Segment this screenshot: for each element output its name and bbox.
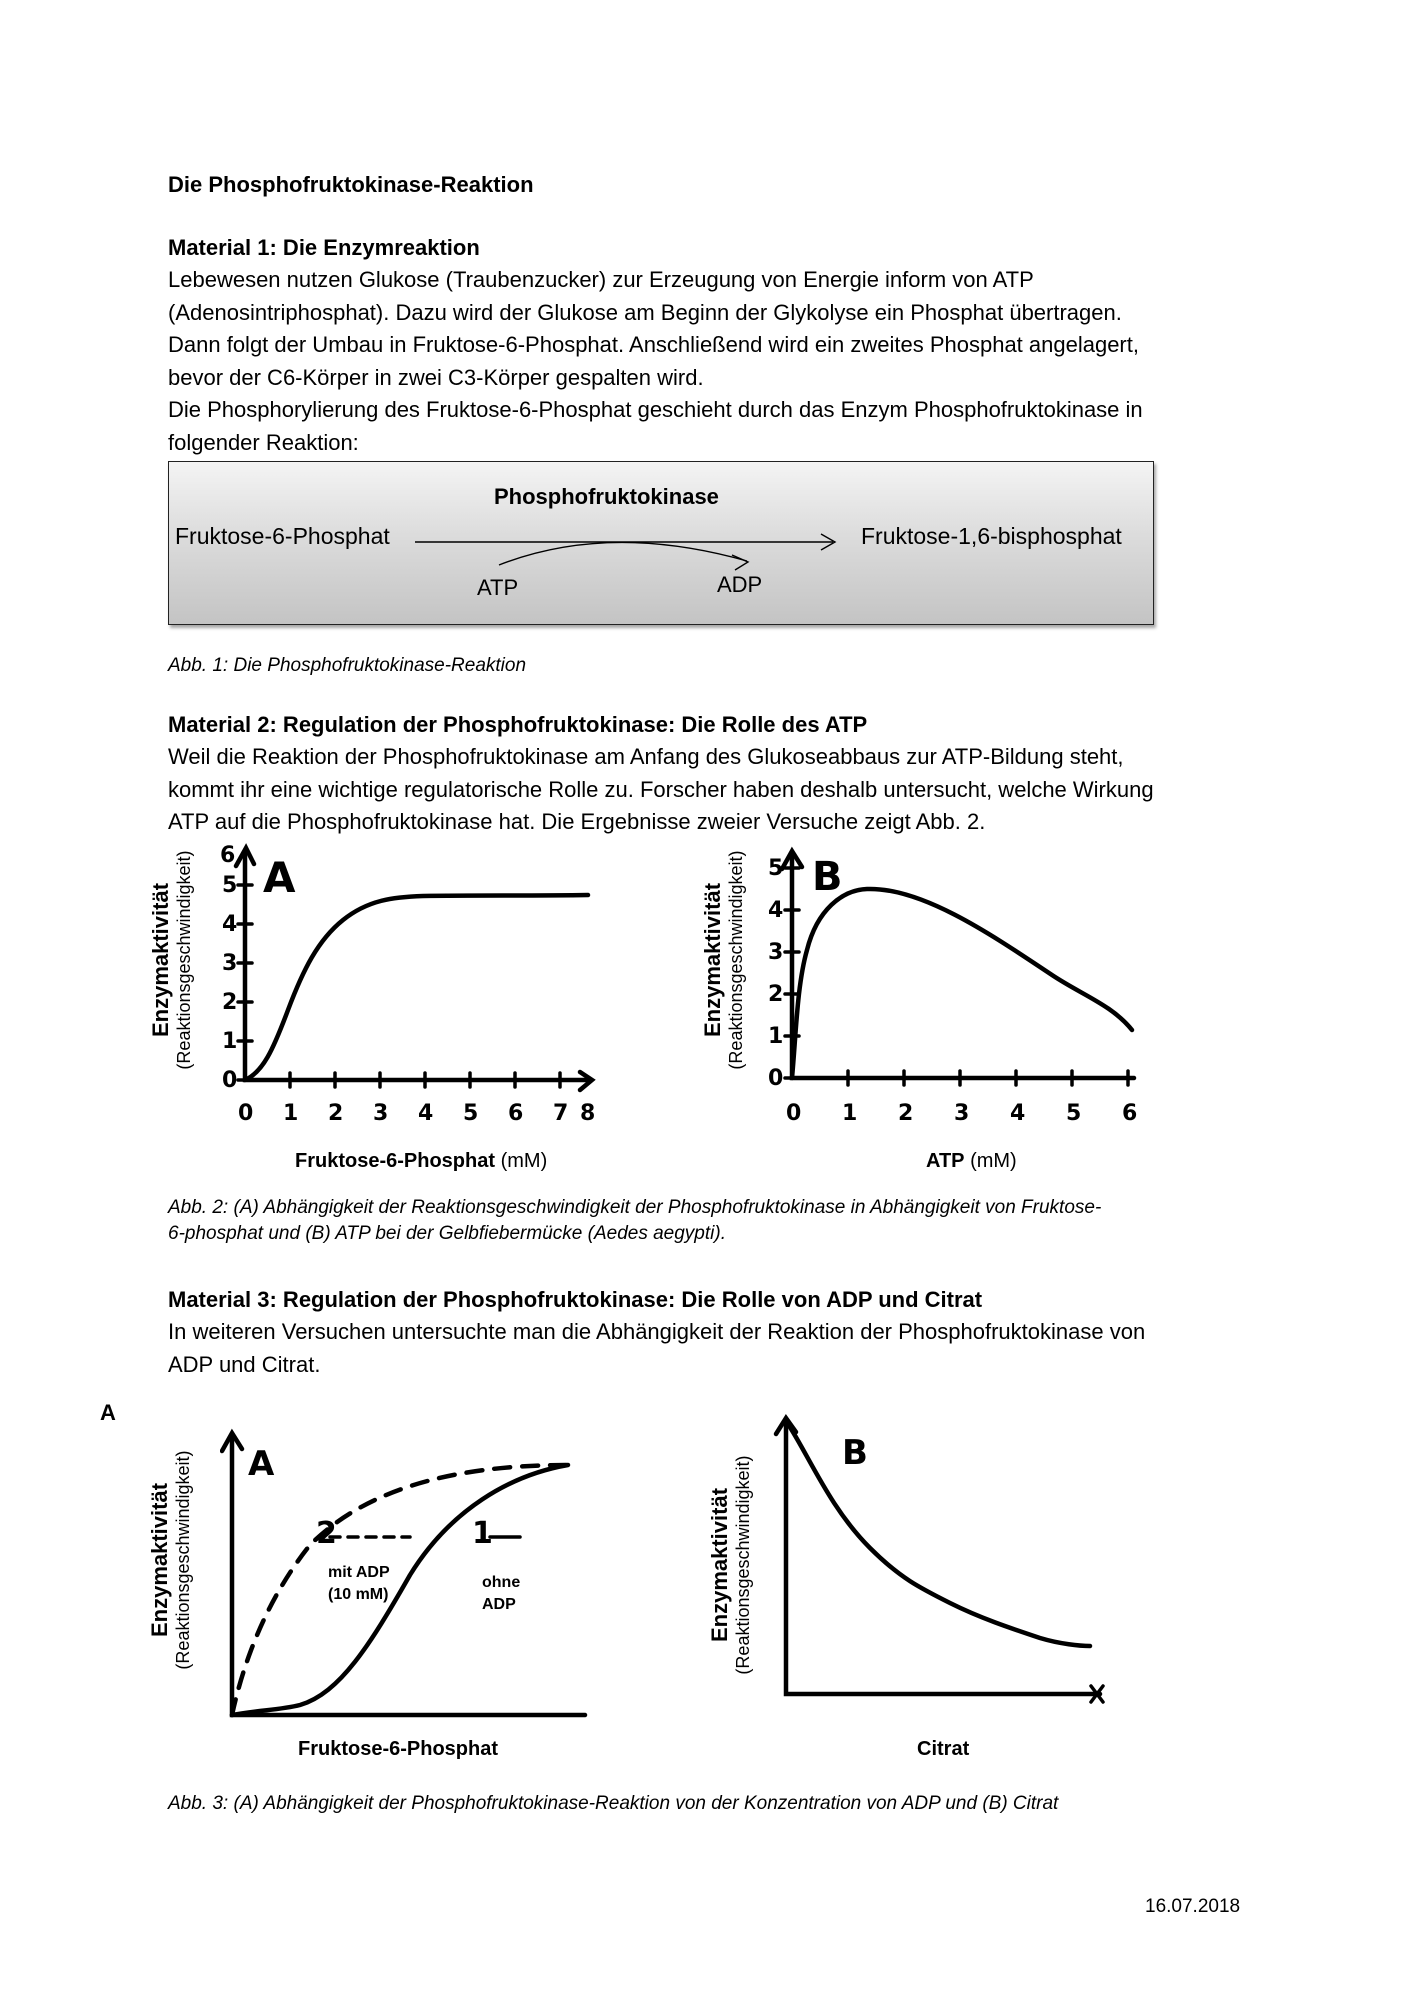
graph3b-ylabel-main: Enzymaktivität: [707, 1487, 732, 1643]
material3-paragraph: [168, 1316, 1298, 1381]
graph2a-panel-letter: A: [263, 853, 296, 902]
product-label: Fruktose-1,6-bisphosphat: [861, 523, 1122, 549]
graph2b-panel-letter: B: [812, 854, 843, 900]
figure2-caption-line: Abb. 2: (A) Abhängigkeit der Reaktionsgeschwindigkeit der Phosphofruktokinase in Abhängigkeit von Fruktose-: [168, 1197, 1102, 1218]
graph2b-xtick: 1: [842, 1101, 858, 1126]
graph2a-ytick: 3: [222, 951, 238, 976]
figure1-caption: Abb. 1: Die Phosphofruktokinase-Reaktion: [168, 655, 527, 676]
graph2a-ytick: 6: [220, 843, 236, 868]
graph2a: [218, 840, 603, 1135]
material1-line: bevor der C6-Körper in zwei C3-Körper gespalten wird.: [168, 364, 704, 390]
graph2b: [762, 845, 1147, 1135]
graph2b-ylabel-sub: (Reaktionsgeschwindigkeit): [726, 850, 746, 1070]
graph2b-curve: [792, 889, 1132, 1078]
material2-line: ATP auf die Phosphofruktokinase hat. Die Ergebnisse zweier Versuche zeigt Abb. 2.: [168, 809, 986, 834]
graph2a-ylabel-sub: (Reaktionsgeschwindigkeit): [174, 850, 194, 1070]
material2-line: Weil die Reaktion der Phosphofruktokinase am Anfang des Glukoseabbaus zur ATP-Bildung steht,: [168, 744, 1124, 769]
reaction-diagram: [168, 461, 1154, 625]
graph3b: [760, 1408, 1112, 1718]
graph3a-plot: [220, 1425, 588, 1730]
graph3b-ylabel-sub: (Reaktionsgeschwindigkeit): [733, 1455, 753, 1675]
figure2-caption: [168, 1195, 1308, 1247]
material3-heading: Material 3: Regulation der Phosphofruktokinase: Die Rolle von ADP und Citrat: [168, 1287, 983, 1312]
graph3a-curve1-label-line2: ADP: [482, 1596, 516, 1613]
material1-heading: Material 1: Die Enzymreaktion: [168, 235, 480, 260]
material2-line: kommt ihr eine wichtige regulatorische Rolle zu. Forscher haben deshalb untersucht, welche Wirkung: [168, 776, 1154, 802]
graph2b-ytick: 3: [768, 940, 784, 965]
graph2b-plot: [762, 845, 1147, 1135]
graph2a-xtick: 0: [238, 1101, 254, 1126]
page-title: Die Phosphofruktokinase-Reaktion: [168, 172, 534, 197]
graph2b-xtick: 0: [786, 1101, 802, 1126]
graph2a-curve: [245, 895, 588, 1080]
substrate-label: Fruktose-6-Phosphat: [175, 523, 390, 549]
graph2a-xlabel-unit: (mM): [495, 1150, 548, 1172]
atp-label: ATP: [477, 575, 519, 600]
graph3b-curve: [788, 1424, 1090, 1646]
graph3a-panel-letter: A: [248, 1444, 275, 1484]
material3-line: In weiteren Versuchen untersuchte man die Abhängigkeit der Reaktion der Phosphofruktokinase von: [168, 1319, 1146, 1344]
graph2b-ytick: 0: [768, 1066, 784, 1091]
material1-line: folgender Reaktion:: [168, 429, 359, 455]
graph2b-ytick: 2: [768, 982, 784, 1007]
graph3a-curve2-number: 2: [316, 1516, 337, 1551]
graph2b-xlabel-unit: (mM): [964, 1150, 1017, 1172]
graph2a-xtick: 8: [580, 1101, 596, 1126]
footer-date: 16.07.2018: [1145, 1896, 1241, 1917]
graph3a-ylabel: [147, 1395, 207, 1725]
graph3a-xlabel: Fruktose-6-Phosphat: [298, 1738, 499, 1760]
graph3a-ylabel-main: Enzymaktivität: [147, 1482, 172, 1638]
graph2b-ytick: 1: [768, 1024, 784, 1049]
material1-line: Dann folgt der Umbau in Fruktose-6-Phosphat. Anschließend wird ein zweites Phosphat angelagert,: [168, 332, 1139, 357]
graph2b-xlabel-main: ATP: [926, 1150, 965, 1172]
graph2a-xlabel: [295, 1150, 547, 1173]
graph2b-xtick: 2: [898, 1101, 914, 1126]
graph2a-axes: [245, 852, 590, 1080]
graph2a-ytick: 0: [222, 1068, 238, 1093]
graph2a-xtick: 1: [283, 1101, 299, 1126]
material1-line: Lebewesen nutzen Glukose (Traubenzucker) zur Erzeugung von Energie inform von ATP: [168, 267, 1034, 292]
graph2a-xtick: 5: [463, 1101, 479, 1126]
graph2a-xtick: 2: [328, 1101, 344, 1126]
graph2a-ytick: 4: [222, 912, 238, 937]
graph2a-xtick: 3: [373, 1101, 389, 1126]
margin-letter: A: [100, 1400, 116, 1425]
figure2-caption-line: 6-phosphat und (B) ATP bei der Gelbfiebermücke (Aedes aegypti).: [168, 1223, 726, 1244]
graph2a-ylabel: [148, 810, 208, 1110]
graph2b-ylabel-main: Enzymaktivität: [700, 882, 725, 1038]
graph3a-ylabel-sub: (Reaktionsgeschwindigkeit): [173, 1450, 193, 1670]
graph2a-ytick: 5: [222, 873, 238, 898]
material2-heading: Material 2: Regulation der Phosphofruktokinase: Die Rolle des ATP: [168, 712, 868, 737]
graph3b-ylabel: [707, 1400, 767, 1730]
graph2b-xtick: 5: [1066, 1101, 1082, 1126]
enzyme-label: Phosphofruktokinase: [494, 484, 719, 509]
graph2b-xlabel: [926, 1150, 1017, 1173]
graph2a-xtick: 4: [418, 1101, 434, 1126]
graph2a-ytick: 1: [222, 1029, 238, 1054]
graph2a-xtick: 7: [553, 1101, 569, 1126]
graph3a: [220, 1425, 588, 1730]
graph2a-ylabel-main: Enzymaktivität: [148, 882, 173, 1038]
graph3b-xlabel: Citrat: [917, 1738, 970, 1760]
reaction-arrows: [169, 462, 1155, 626]
adp-label: ADP: [717, 572, 763, 597]
graph2b-xtick: 4: [1010, 1101, 1026, 1126]
graph2a-xlabel-main: Fruktose-6-Phosphat: [295, 1150, 496, 1172]
graph2b-xtick: 6: [1122, 1101, 1138, 1126]
graph2a-plot: [218, 840, 603, 1135]
graph2b-axes: [792, 855, 1134, 1078]
graph3a-curve1-number: 1: [472, 1516, 493, 1551]
graph2b-ytick: 4: [768, 898, 784, 923]
material1-line: (Adenosintriphosphat). Dazu wird der Glukose am Beginn der Glykolyse ein Phosphat übertragen.: [168, 299, 1122, 325]
graph3b-plot: [760, 1408, 1112, 1718]
graph3a-curve2-label-line1: mit ADP: [328, 1564, 390, 1581]
graph2b-xtick: 3: [954, 1101, 970, 1126]
material1-line: Die Phosphorylierung des Fruktose-6-Phosphat geschieht durch das Enzym Phosphofruktokinase in: [168, 397, 1143, 422]
graph2b-ylabel: [700, 810, 760, 1110]
material3-line: ADP und Citrat.: [168, 1351, 321, 1377]
graph2a-ytick: 2: [222, 990, 238, 1015]
graph3a-curve2-label-line2: (10 mM): [328, 1586, 389, 1603]
graph3b-axes: [786, 1420, 1100, 1694]
graph2a-xtick: 6: [508, 1101, 524, 1126]
material1-paragraph: [168, 264, 1288, 459]
graph3b-panel-letter: B: [842, 1433, 868, 1473]
figure3-caption: Abb. 3: (A) Abhängigkeit der Phosphofruktokinase-Reaktion von der Konzentration von ADP und (B) Citrat: [168, 1793, 1059, 1814]
graph3a-curve1-label-line1: ohne: [482, 1574, 521, 1591]
graph2b-ytick: 5: [768, 856, 784, 881]
